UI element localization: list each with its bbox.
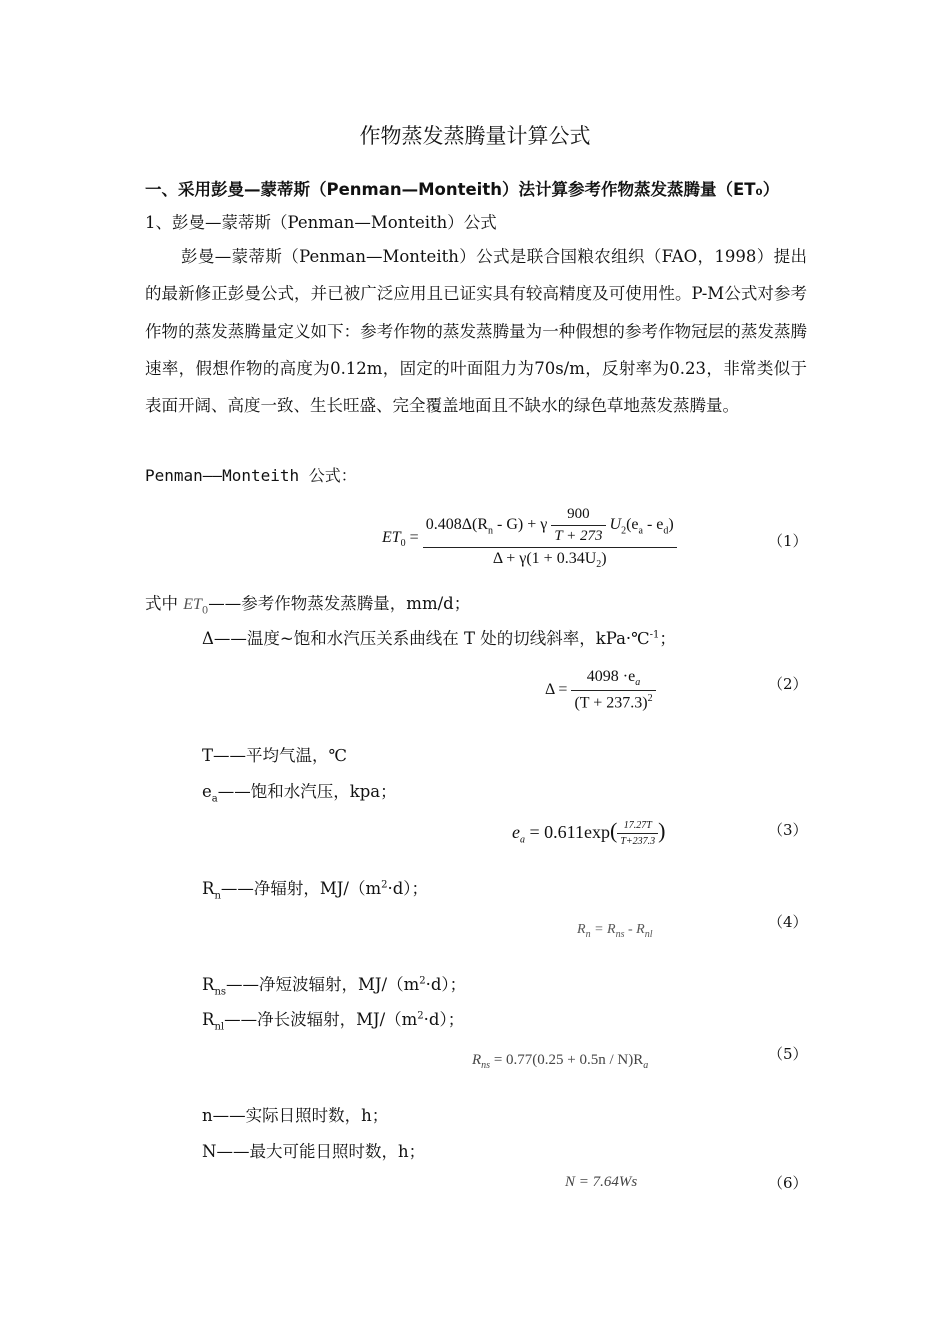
eq3-inner-num: 17.27T <box>617 820 658 834</box>
eq1-fraction <box>423 506 677 570</box>
def-ea <box>202 778 397 804</box>
eq4-a: R <box>577 922 586 937</box>
section-heading: 一、采用彭曼—蒙蒂斯（Penman—Monteith）法计算参考作物蒸发蒸腾量（ET₀） <box>145 180 780 199</box>
eq2-denominator <box>571 691 655 712</box>
eq2-lhs: Δ = <box>545 680 568 698</box>
equation-4-number: （4） <box>768 913 808 931</box>
def-rnl-end: ·d）； <box>423 1010 465 1029</box>
eq4-b: = R <box>590 922 616 937</box>
eq1-num-b: - G) + γ <box>493 516 548 534</box>
def-delta-end: ； <box>659 629 676 648</box>
equation-1 <box>382 506 677 570</box>
def-ea-sub: a <box>211 793 218 805</box>
def-rnl-sup: 2 <box>417 1010 424 1022</box>
def-et0 <box>145 590 470 616</box>
def-rn-symbol: R <box>202 879 215 898</box>
def-ea-text: ——饱和水汽压，kpa； <box>217 782 397 801</box>
def-rn-sub: n <box>214 890 221 902</box>
eq3-inner-den: T+237.3 <box>620 836 656 848</box>
formula-label: Penman——Monteith 公式： <box>145 466 357 485</box>
eq3-rhs: = 0.611exp <box>525 822 610 842</box>
equation-5-number: （5） <box>768 1045 808 1063</box>
def-et0-text: ——参考作物蒸发蒸腾量，mm/d； <box>208 594 471 613</box>
page-title: 作物蒸发蒸腾量计算公式 <box>359 124 591 148</box>
eq1-lhs: ET <box>382 528 401 546</box>
subsection-heading: 1、彭曼—蒙蒂斯（Penman—Monteith）公式 <box>145 213 497 232</box>
eq4-sub-c: nl <box>644 928 653 940</box>
eq5-a: R <box>472 1052 482 1068</box>
eq4-sub-b: ns <box>615 928 625 940</box>
eq1-num-a-sub: n <box>488 525 493 537</box>
equation-3 <box>512 818 665 847</box>
def-rn-end: ·d）； <box>387 879 429 898</box>
eq4-c: - R <box>624 922 645 937</box>
eq1-lhs-sub: 0 <box>400 537 406 549</box>
eq1-num-d-sub: a <box>638 525 643 537</box>
def-delta-sup: -1 <box>649 629 660 641</box>
def-rnl-symbol: R <box>202 1010 215 1029</box>
eq5-b: = 0.77(0.25 + 0.5n / N)R <box>490 1052 644 1068</box>
equation-2-number: （2） <box>768 675 808 693</box>
eq2-den-sup: 2 <box>647 693 653 705</box>
equation-4 <box>577 922 652 940</box>
eq3-close-paren: ) <box>658 818 666 843</box>
def-delta <box>202 625 676 649</box>
eq2-fraction <box>571 668 655 713</box>
eq1-den-b: ) <box>601 550 607 567</box>
eq1-num-d: (e <box>626 516 639 534</box>
eq4-sub-a: n <box>585 928 591 940</box>
eq3-open-paren: ( <box>609 818 618 843</box>
def-rns-text: ——净短波辐射，MJ/（m <box>226 975 420 994</box>
eq1-equals: = <box>409 528 423 546</box>
eq1-num-e: - e <box>642 516 664 534</box>
def-N: N——最大可能日照时数，h； <box>202 1142 426 1161</box>
def-rns-end: ·d）； <box>425 975 467 994</box>
def-T: T——平均气温，℃ <box>202 746 347 765</box>
def-rns-sub: ns <box>214 986 227 998</box>
def-rn <box>202 875 428 901</box>
def-delta-text: Δ——温度~饱和水汽压关系曲线在 T 处的切线斜率，kPa·℃ <box>202 629 650 648</box>
equation-6-number: （6） <box>768 1174 808 1192</box>
def-et0-prefix: 式中 <box>145 594 178 613</box>
eq1-inner-den: T + 273 <box>554 528 603 544</box>
def-rnl-sub: nl <box>214 1021 225 1033</box>
eq1-denominator <box>423 548 677 570</box>
eq3-inner-fraction <box>617 820 658 847</box>
def-ea-symbol: e <box>202 782 212 801</box>
eq2-num-sub: a <box>635 677 641 689</box>
def-rnl-text: ——净长波辐射，MJ/（m <box>224 1010 418 1029</box>
eq1-inner-num: 900 <box>551 506 605 526</box>
def-et0-symbol: ET <box>183 596 202 613</box>
eq1-numerator <box>423 506 677 548</box>
equation-3-number: （3） <box>768 821 808 839</box>
eq1-num-c: U <box>609 516 622 534</box>
eq1-inner-fraction <box>551 506 605 545</box>
intro-paragraph: 彭曼—蒙蒂斯（Penman—Monteith）公式是联合国粮农组织（FAO，1998）提出的最新修正彭曼公式，并已被广泛应用且已证实具有较高精度及可使用性。P-M公式对参考作物的蒸发蒸腾量定义如下：参考作物的蒸发蒸腾量为一种假想的参考作物冠层的蒸发蒸腾速率，假想作物的高度为0.12m，固定的叶面阻力为70s/m，反射率为0.23，非常类似于表面开阔、高度一致、生长旺盛、完全覆盖地面且不缺水的绿色草地蒸发蒸腾量。 <box>145 247 807 416</box>
eq1-den-a: Δ + γ(1 + 0.34U <box>492 550 597 567</box>
eq3-lhs-sub: a <box>520 834 525 846</box>
def-rns-sup: 2 <box>419 975 426 987</box>
eq5-sub-a: ns <box>481 1060 491 1071</box>
eq2-num: 4098 ·e <box>586 668 636 685</box>
def-rns-symbol: R <box>202 975 215 994</box>
eq3-lhs: e <box>512 822 520 842</box>
eq5-sub-b: a <box>643 1060 649 1071</box>
def-n: n——实际日照时数，h； <box>202 1106 389 1125</box>
eq1-den-sub: 2 <box>596 559 602 571</box>
def-et0-sub: 0 <box>201 605 209 617</box>
def-rn-sup: 2 <box>381 879 388 891</box>
eq1-num-a: 0.408Δ(R <box>425 516 488 534</box>
equation-6: N = 7.64Ws <box>565 1174 638 1190</box>
eq2-numerator <box>571 668 655 691</box>
equation-5 <box>472 1052 648 1071</box>
equation-1-number: （1） <box>768 532 808 550</box>
eq1-num-f: ) <box>668 516 674 534</box>
eq1-num-c-sub: 2 <box>621 525 627 537</box>
equation-2 <box>545 668 656 713</box>
eq2-den: (T + 237.3) <box>574 694 648 712</box>
eq1-num-e-sub: d <box>663 525 669 537</box>
def-rn-text: ——净辐射，MJ/（m <box>220 879 382 898</box>
def-rns <box>202 971 466 997</box>
def-rnl <box>202 1006 464 1032</box>
